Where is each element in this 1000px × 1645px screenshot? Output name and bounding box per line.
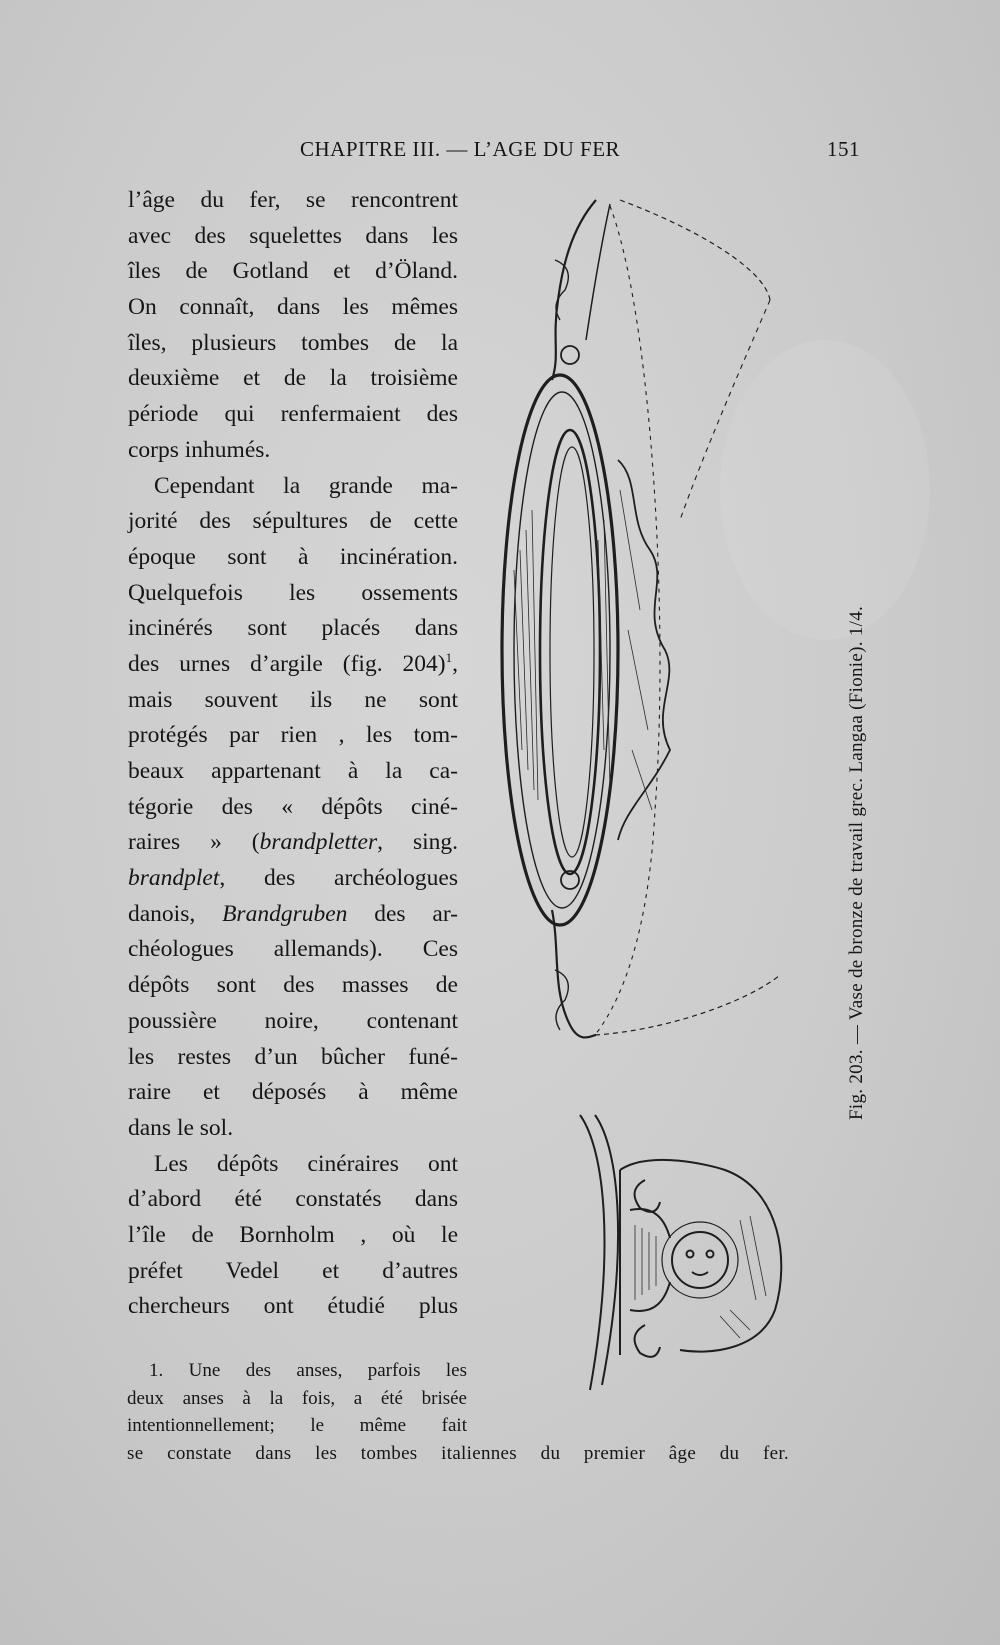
text-line: tégorie des « dépôts ciné- [128, 793, 458, 820]
chapter-title: CHAPITRE III. — L’AGE DU FER [300, 137, 621, 161]
footnote-line: deux anses à la fois, a été brisée [127, 1387, 467, 1409]
text-segment: danois, [128, 900, 223, 927]
text-line: deuxième et de la troisième [128, 365, 458, 392]
text-segment: , sing. [377, 829, 458, 856]
italic-term: brandpletter [259, 829, 378, 856]
text-line: corps inhumés. [128, 436, 271, 463]
page-number: 151 [827, 137, 860, 161]
text-segment: , [452, 650, 458, 677]
text-line: îles de Gotland et d’Öland. [128, 258, 458, 285]
text-line: mais souvent ils ne sont [128, 686, 458, 713]
italic-term: brandplet [128, 865, 220, 892]
text-line: époque sont à incinération. [128, 543, 458, 570]
text-line: l’île de Bornholm , où le [128, 1221, 458, 1248]
text-line: Les dépôts cinéraires ont [154, 1150, 458, 1177]
text-line [128, 861, 458, 897]
text-line: Cependant la grande ma- [154, 472, 458, 499]
text-line [128, 897, 458, 933]
footnote-line: 1. Une des anses, parfois les [149, 1360, 467, 1381]
text-segment: , des archéologues [219, 865, 458, 892]
footnote-line: se constate dans les tombes italiennes du premier âge du fer. [127, 1442, 789, 1464]
text-line: beaux appartenant à la ca- [128, 758, 458, 784]
text-line [128, 647, 458, 683]
footnotes [127, 1357, 789, 1467]
text-line: d’abord été constatés dans [128, 1186, 458, 1213]
text-segment: raires » ( [128, 829, 260, 856]
text-line: dépôts sont des masses de [128, 972, 458, 999]
text-line: avec des squelettes dans les [128, 222, 458, 249]
text-line: les restes d’un bûcher funé- [128, 1043, 458, 1070]
vase-illustration [500, 190, 830, 1090]
figure-caption: Fig. 203. — Vase de bronze de travail grec. Langaa (Fionie). 1/4. [846, 605, 867, 1120]
text-line: chéologues allemands). Ces [128, 936, 458, 963]
body-text [128, 183, 458, 1325]
text-line: Quelquefois les ossements [128, 579, 458, 606]
text-line: jorité des sépultures de cette [128, 508, 458, 535]
text-line: poussière noire, contenant [128, 1007, 458, 1034]
text-line [128, 825, 458, 861]
text-line: protégés par rien , les tom- [128, 722, 458, 749]
text-line: chercheurs ont étudié plus [128, 1293, 458, 1320]
running-head [300, 137, 860, 167]
italic-term: Brandgruben [222, 900, 348, 927]
footnote-line: intentionnellement; le même fait [127, 1415, 467, 1436]
footnote-marker: 1 [445, 649, 453, 665]
text-line: l’âge du fer, se rencontrent [128, 187, 458, 213]
text-line: préfet Vedel et d’autres [128, 1257, 458, 1284]
text-line: On connaît, dans les mêmes [128, 294, 458, 321]
text-line: période qui renfermaient des [128, 401, 458, 428]
handle-illustration [560, 1110, 800, 1410]
text-segment: des ar- [347, 900, 459, 927]
text-line: raire et déposés à même [128, 1079, 458, 1106]
text-line: îles, plusieurs tombes de la [128, 329, 458, 356]
text-segment: des urnes d’argile (fig. 204) [128, 650, 446, 677]
text-line: dans le sol. [128, 1114, 234, 1141]
text-line: incinérés sont placés dans [128, 615, 458, 642]
